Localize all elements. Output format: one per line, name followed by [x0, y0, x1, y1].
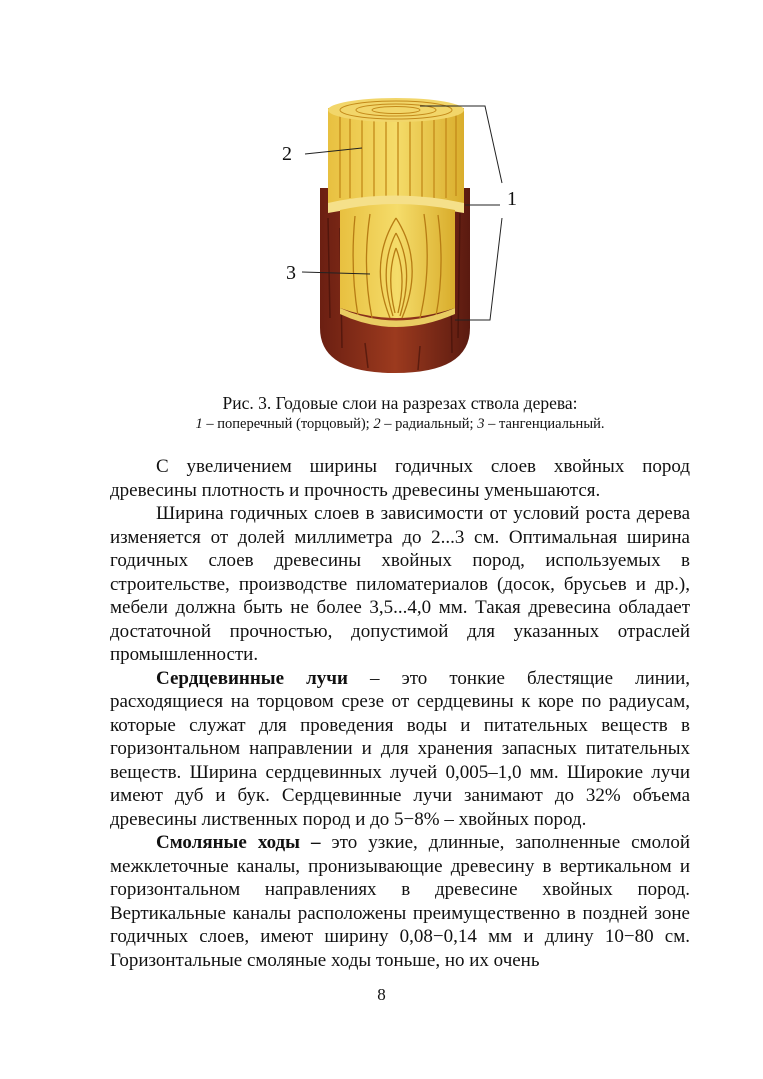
figure-caption-title: Рис. 3. Годовые слои на разрезах ствола дерева:	[222, 393, 578, 413]
figure-label-3: 3	[286, 262, 296, 284]
figure-caption-legend	[80, 416, 720, 433]
legend-num-2: 2	[373, 416, 381, 432]
paragraph-resin-ducts: Смоляные ходы – это узкие, длинные, заполненные смолой межклеточные каналы, пронизывающие древесину в вертикальном и горизонтальном направлениях в древесине хвойных пород. Вертикальные каналы расположены преимущественно в поздней зоне годичных слоев, имеют ширину 0,08−0,14 мм и длину 10−80 см. Горизонтальные смоляные ходы тоньше, но их очень	[110, 832, 690, 971]
paragraph-heartwood-rays: Сердцевинные лучи – это тонкие блестящие линии, расходящиеся на торцовом срезе от сердцевины к коре по радиусам, которые служат для проведения воды и питательных веществ в горизонтальном направлении и для хранения запасных питательных веществ. Ширина сердцевинных лучей 0,005–1,0 мм. Широкие лучи имеют дуб и бук. Сердцевинные лучи занимают до 32% объема древесины лиственных пород и до 5−8% – хвойных пород.	[110, 667, 691, 830]
figure-label-1: 1	[507, 188, 517, 210]
legend-num-1: 1	[195, 416, 203, 432]
body-text	[110, 455, 690, 972]
term-resin-ducts: Смоляные ходы –	[156, 832, 321, 853]
paragraph: С увеличением ширины годичных слоев хвойных пород древесины плотность и прочность древесины уменьшаются.	[110, 456, 690, 501]
wood-log-figure	[270, 88, 530, 378]
legend-text-2: – радиальный;	[380, 416, 478, 432]
paragraph: Ширина годичных слоев в зависимости от условий роста дерева изменяется от долей миллиметра до 2...3 см. Оптимальная ширина годичных слоев древесины хвойных пород, используемых в строительстве, производстве пиломатериалов (досок, брусьев и др.), мебели должна быть не более 3,5...4,0 мм. Такая древесина обладает достаточной прочностью, допустимой для указанных отраслей промышленности.	[110, 503, 690, 665]
figure-label-2: 2	[282, 143, 292, 165]
legend-text-1: – поперечный (торцовый);	[202, 416, 374, 432]
page-number: 8	[377, 985, 386, 1004]
wood-log-illustration	[270, 88, 530, 378]
legend-num-3: 3	[477, 416, 485, 432]
term-heartwood-rays: Сердцевинные лучи	[156, 667, 348, 689]
legend-text-3: – тангенциальный.	[484, 416, 605, 432]
